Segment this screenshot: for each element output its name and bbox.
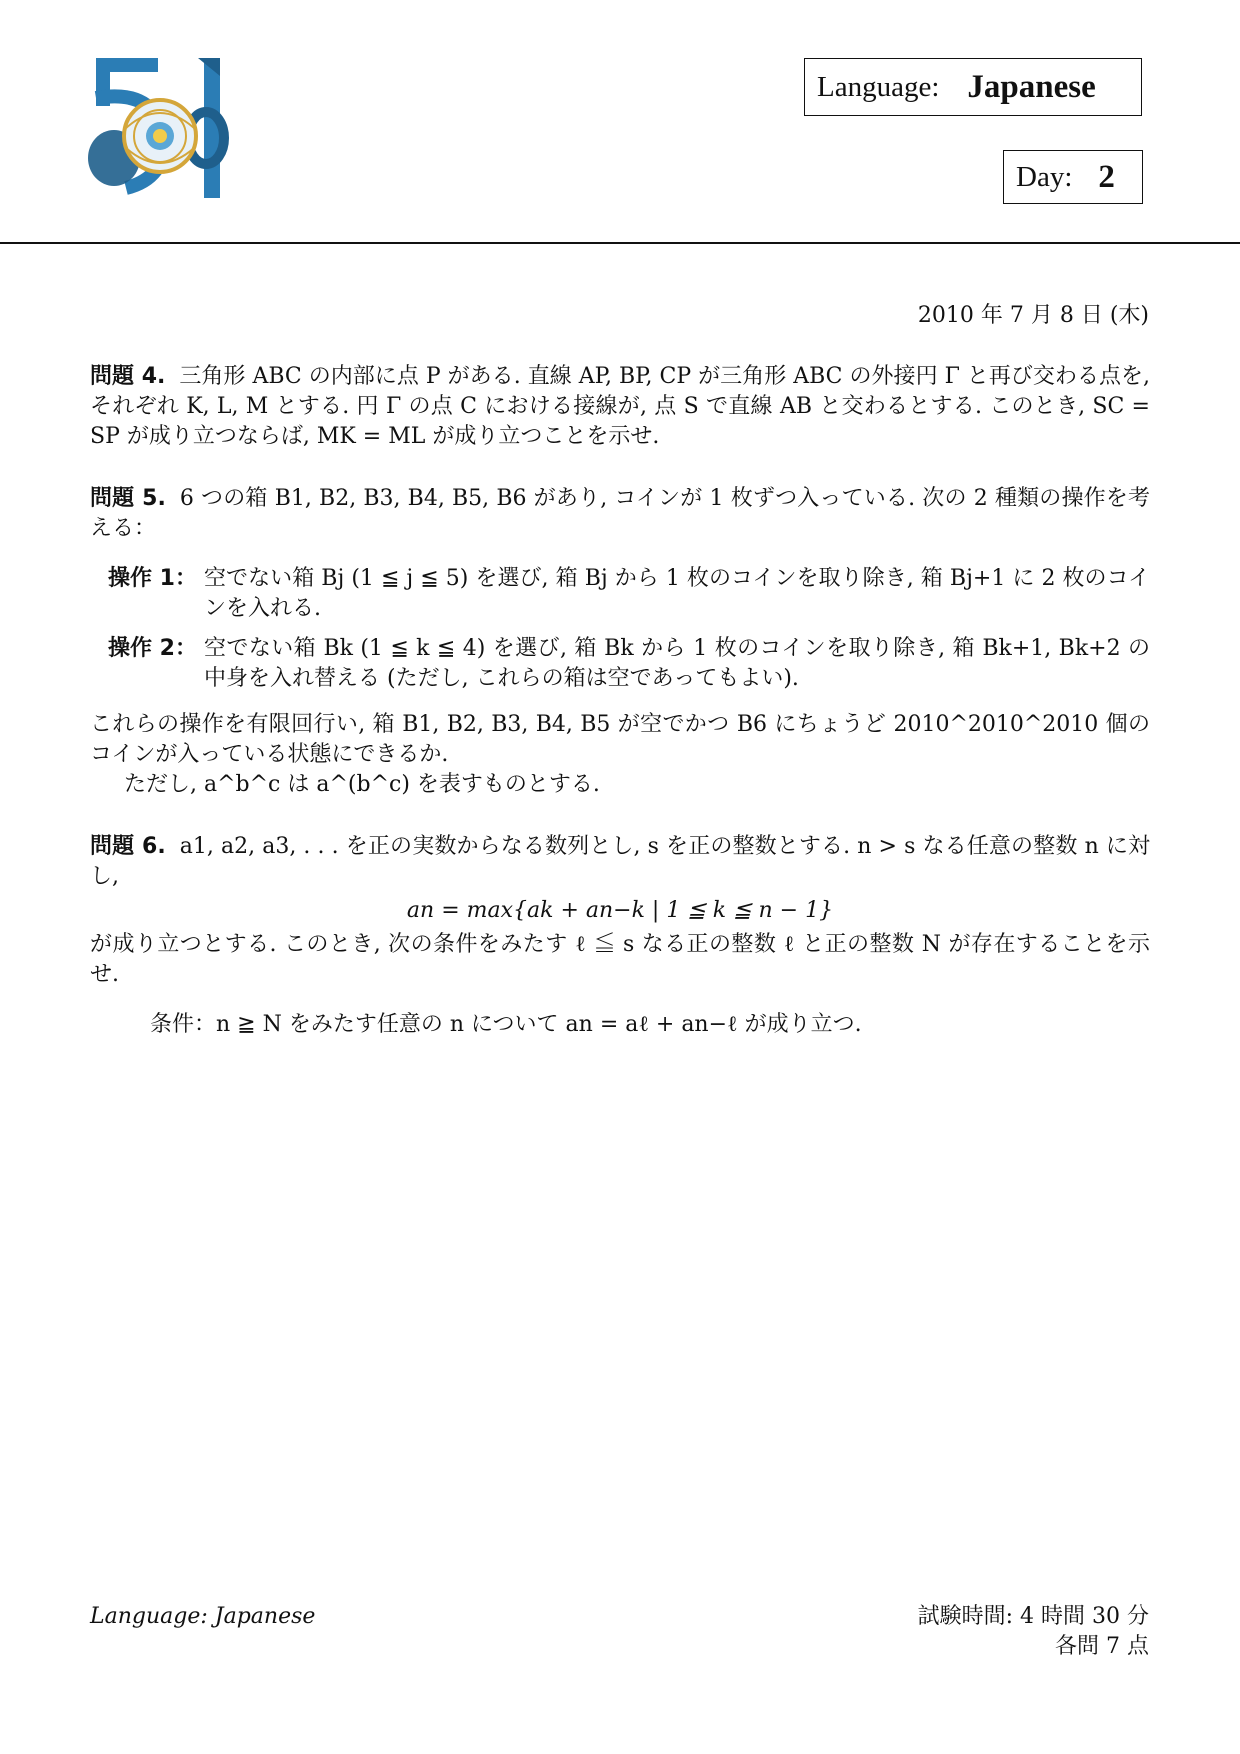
day-box [1003, 150, 1143, 204]
problem-note: ただし, a^b^c は a^(b^c) を表すものとする. [124, 772, 600, 797]
header-divider [0, 242, 1240, 244]
exam-date: 2010 年 7 月 8 日 (木) [917, 303, 1149, 328]
footer-exam-info [918, 1602, 1149, 1662]
exam-time: 試験時間: 4 時間 30 分 [917, 1604, 1149, 1629]
footer-language: Language: Japanese [90, 1604, 316, 1629]
problem-title: 問題 6. [90, 834, 166, 859]
operation-1 [108, 564, 1150, 624]
language-value: Japanese [967, 68, 1096, 105]
problem-intro: a1, a2, a3, . . . を正の実数からなる数列とし, s を正の整数とする. n > s なる任意の整数 n に対し, [90, 834, 1151, 889]
language-label: Language: [817, 70, 940, 103]
operations-list [108, 564, 1150, 694]
operation-label: 操作 1： [108, 566, 197, 591]
problem-text: が成り立つとする. このとき, 次の条件をみたす ℓ ≦ s なる正の整数 ℓ と正の整数 N が存在することを示せ. [90, 932, 1150, 987]
problems-section [90, 362, 1150, 1040]
operation-text: 空でない箱 Bj (1 ≦ j ≦ 5) を選び, 箱 Bj から 1 枚のコインを取り除き, 箱 Bj+1 に 2 枚のコインを入れる. [204, 566, 1150, 621]
problem-title: 問題 4. [90, 364, 166, 389]
problem-6 [90, 832, 1150, 1040]
operation-text: 空でない箱 Bk (1 ≦ k ≦ 4) を選び, 箱 Bk から 1 枚のコインを取り除き, 箱 Bk+1, Bk+2 の中身を入れ替える (ただし, これらの箱は空であってもよい). [204, 636, 1150, 691]
problem-intro: 6 つの箱 B1, B2, B3, B4, B5, B6 があり, コインが 1 枚ずつ入っている. 次の 2 種類の操作を考える： [90, 486, 1150, 541]
problem-title: 問題 5. [90, 486, 166, 511]
exam-points: 各問 7 点 [1055, 1634, 1149, 1659]
problem-5 [90, 484, 1150, 800]
problem-condition: 条件：n ≧ N をみたす任意の n について an = aℓ + an−ℓ が成り立つ. [150, 1012, 862, 1037]
problem-text: 三角形 ABC の内部に点 P がある. 直線 AP, BP, CP が三角形 ABC の外接円 Γ と再び交わる点を, それぞれ K, L, M とする. 円 Γ の点 C における接線が, 点 S で直線 AB と交わるとする. このとき, SC = SP が成り立つならば, MK = ML が成り立つことを示せ. [90, 364, 1150, 449]
olympiad-logo [86, 58, 236, 202]
language-box [804, 58, 1142, 116]
recurrence-formula: an = max{ak + an−k | 1 ≦ k ≦ n − 1} [406, 898, 834, 923]
problem-4 [90, 362, 1150, 452]
operation-label: 操作 2： [108, 636, 197, 661]
problem-question: これらの操作を有限回行い, 箱 B1, B2, B3, B4, B5 が空でかつ B6 にちょうど 2010^2010^2010 個のコインが入っている状態にできるか. [90, 712, 1150, 767]
day-value: 2 [1098, 158, 1115, 195]
day-label: Day: [1016, 160, 1073, 193]
operation-2 [108, 634, 1150, 694]
